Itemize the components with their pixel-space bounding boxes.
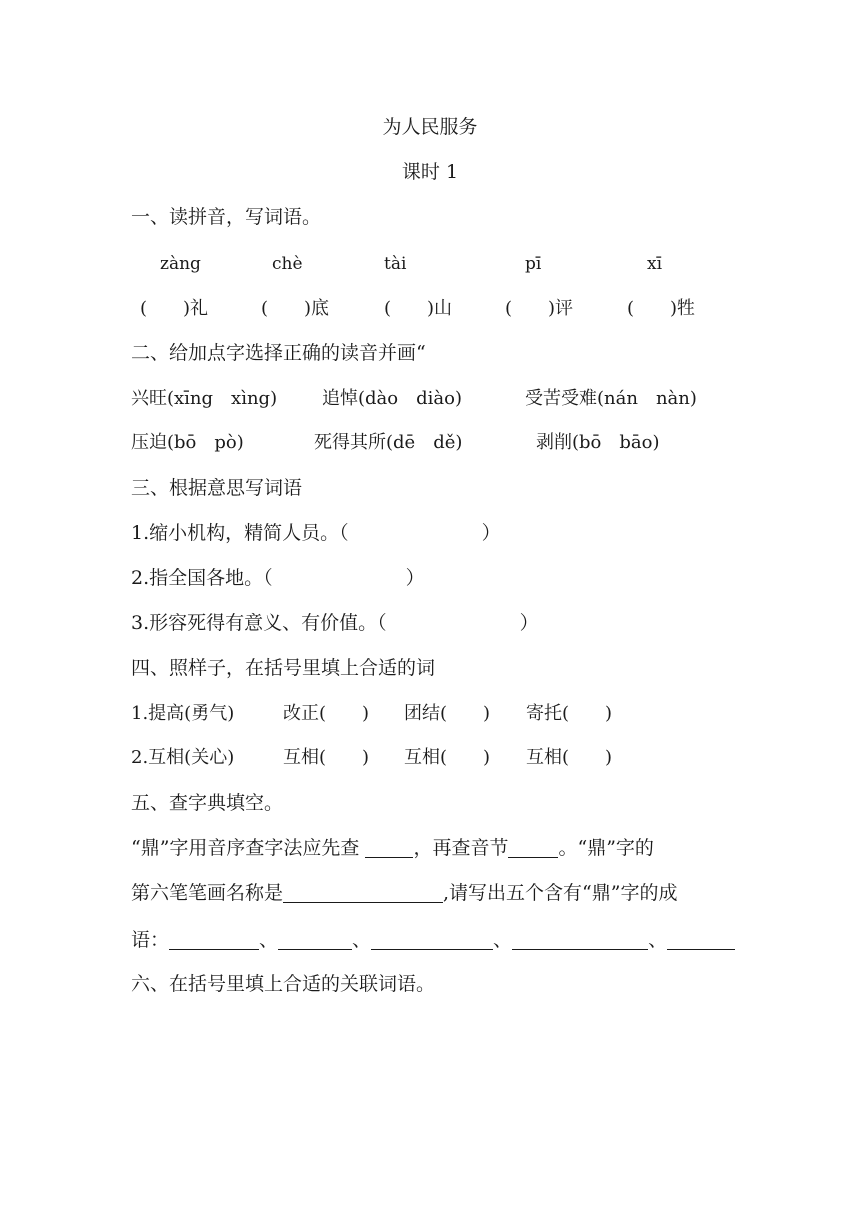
reading-choice[interactable]: 剥削(bō bāo) [536, 432, 660, 453]
section-5-heading: 五、查字典填空。 [131, 792, 284, 814]
reading-choice[interactable]: 兴旺(xīng xìng) [131, 388, 278, 409]
underline-blank[interactable] [278, 929, 352, 950]
section-4-heading: 四、照样子，在括号里填上合适的词 [131, 657, 436, 679]
underline-blank[interactable] [365, 837, 413, 858]
pinyin-item: pī [525, 254, 542, 274]
section-3-heading: 三、根据意思写词语 [131, 477, 303, 499]
answer-blank[interactable]: ( )评 [505, 298, 574, 319]
pinyin-item: chè [272, 254, 303, 274]
pinyin-item: tài [384, 254, 407, 274]
underline-blank[interactable] [371, 929, 493, 950]
reading-choice[interactable]: 追悼(dào diào) [322, 388, 462, 409]
page-subtitle: 课时 1 [401, 161, 459, 183]
reading-choice[interactable]: 压迫(bō pò) [131, 432, 244, 453]
question-item[interactable]: 3.形容死得有意义、有价值。（ ） [131, 612, 539, 634]
fill-word[interactable]: 互相( ) [283, 747, 370, 768]
answer-blank[interactable]: ( )山 [384, 298, 453, 319]
example-word: 2.互相(关心) [131, 747, 235, 768]
fill-word[interactable]: 互相( ) [404, 747, 491, 768]
underline-blank[interactable] [283, 882, 443, 903]
pinyin-item: zàng [160, 254, 201, 274]
example-word: 1.提高(勇气) [131, 703, 235, 724]
underline-blank[interactable] [169, 929, 259, 950]
fill-word[interactable]: 寄托( ) [526, 703, 613, 724]
fill-word[interactable]: 改正( ) [283, 703, 370, 724]
dictionary-line-2: 第六笔笔画名称是 ,请写出五个含有“鼎”字的成 [131, 882, 678, 904]
answer-blank[interactable]: ( )底 [261, 298, 330, 319]
section-2-heading: 二、给加点字选择正确的读音并画“ [131, 342, 426, 364]
fill-word[interactable]: 团结( ) [404, 703, 491, 724]
page-title: 为人民服务 [382, 116, 478, 138]
pinyin-item: xī [647, 254, 663, 274]
underline-blank[interactable] [667, 929, 735, 950]
section-1-heading: 一、读拼音，写词语。 [131, 206, 322, 228]
question-item[interactable]: 1.缩小机构，精简人员。（ ） [131, 522, 501, 544]
underline-blank[interactable] [508, 837, 558, 858]
dictionary-line-1: “鼎”字用音序查字法应先查 ，再查音节 。“鼎”字的 [131, 837, 654, 859]
underline-blank[interactable] [512, 929, 648, 950]
answer-blank[interactable]: ( )牲 [627, 298, 696, 319]
dictionary-line-3: 语： 、 、 、 、 [131, 928, 735, 952]
section-6-heading: 六、在括号里填上合适的关联词语。 [131, 973, 436, 995]
question-item[interactable]: 2.指全国各地。（ ） [131, 567, 425, 589]
reading-choice[interactable]: 死得其所(dē dě) [314, 432, 463, 453]
reading-choice[interactable]: 受苦受难(nán nàn) [525, 388, 697, 409]
answer-blank[interactable]: ( )礼 [140, 298, 209, 319]
fill-word[interactable]: 互相( ) [526, 747, 613, 768]
